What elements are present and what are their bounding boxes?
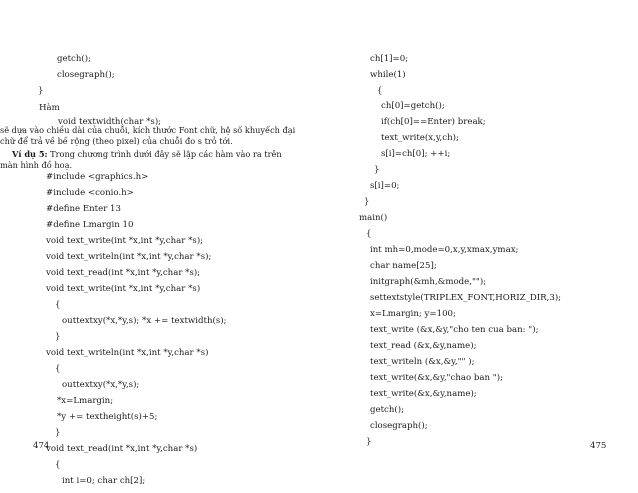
code-line: void text_read(int *x,int *y,char *s) bbox=[46, 444, 198, 454]
code-line: void text_writeln(int *x,int *y,char *s) bbox=[46, 348, 209, 358]
code-line: void text_read(int *x,int *y,char *s); bbox=[46, 268, 201, 278]
function-signature: void textwidth(char *s); bbox=[58, 117, 162, 127]
code-line: } bbox=[374, 165, 380, 175]
code-line: outtextxy(*x,*y,s); bbox=[62, 380, 140, 390]
code-line: s[i]=0; bbox=[370, 181, 400, 191]
code-line: text_write(&x,&y,name); bbox=[370, 389, 477, 399]
code-line: { bbox=[366, 229, 372, 239]
code-line: s[i]=ch[0]; ++i; bbox=[381, 149, 451, 159]
example-paragraph bbox=[0, 149, 300, 171]
code-line: *y += textheight(s)+5; bbox=[57, 412, 158, 422]
code-line: initgraph(&mh,&mode,""); bbox=[370, 277, 487, 287]
code-line: closegraph(); bbox=[57, 70, 115, 80]
code-line: outtextxy(*x,*y,s); *x += textwidth(s); bbox=[62, 316, 227, 326]
code-line: closegraph(); bbox=[370, 421, 428, 431]
code-line: settextstyle(TRIPLEX_FONT,HORIZ_DIR,3); bbox=[370, 293, 562, 303]
code-line: x=Lmargin; y=100; bbox=[370, 309, 456, 319]
right-page bbox=[319, 0, 638, 493]
code-line: ch[1]=0; bbox=[370, 54, 409, 64]
code-line: text_writeln (&x,&y,"" ); bbox=[370, 357, 475, 367]
code-line: { bbox=[55, 460, 61, 470]
code-line: { bbox=[55, 300, 61, 310]
code-line: int mh=0,mode=0,x,y,xmax,ymax; bbox=[370, 245, 519, 255]
code-line: getch(); bbox=[370, 405, 404, 415]
code-line: ch[0]=getch(); bbox=[381, 101, 445, 111]
code-line: text_write(x,y,ch); bbox=[381, 133, 459, 143]
code-line: void text_writeln(int *x,int *y,char *s); bbox=[46, 252, 212, 262]
page-number-left: 474 bbox=[33, 441, 50, 451]
code-line: { bbox=[377, 86, 383, 96]
code-line: while(1) bbox=[370, 70, 406, 80]
example-label: Ví dụ 5: bbox=[12, 149, 48, 159]
code-line: text_write(&x,&y,"chao ban "); bbox=[370, 373, 503, 383]
code-line: void text_write(int *x,int *y,char *s); bbox=[46, 236, 204, 246]
code-line: getch(); bbox=[57, 54, 91, 64]
code-line: text_read (&x,&y,name); bbox=[370, 341, 477, 351]
code-line: #define Enter 13 bbox=[46, 204, 121, 214]
code-line: int i=0; char ch[2]; bbox=[62, 476, 146, 486]
code-line: if(ch[0]==Enter) break; bbox=[381, 117, 486, 127]
heading-ham: Hàm bbox=[39, 103, 60, 113]
code-line: } bbox=[364, 197, 370, 207]
code-line: } bbox=[38, 86, 44, 96]
code-line: } bbox=[55, 428, 61, 438]
code-line: } bbox=[366, 437, 372, 447]
example-text: Trong chương trình dưới đây sẽ lập các hàm vào ra trên màn hình đồ hoạ. bbox=[0, 149, 282, 170]
code-line: text_write (&x,&y,"cho ten cua ban: "); bbox=[370, 325, 539, 335]
code-line: #include <conio.h> bbox=[46, 188, 134, 198]
code-line: char name[25]; bbox=[370, 261, 437, 271]
description-paragraph: sẽ dựa vào chiều dài của chuỗi, kích thước Font chữ, hệ số khuyếch đại chữ để trả về bề rộng (theo pixel) của chuỗi đo s trỏ tới. bbox=[0, 125, 296, 146]
code-line: #define Lmargin 10 bbox=[46, 220, 134, 230]
page-number-right: 475 bbox=[590, 441, 607, 451]
code-line: #include <graphics.h> bbox=[46, 172, 149, 182]
code-line: { bbox=[55, 364, 61, 374]
code-line: void text_write(int *x,int *y,char *s) bbox=[46, 284, 201, 294]
code-line: } bbox=[55, 332, 61, 342]
code-line: *x=Lmargin; bbox=[57, 396, 114, 406]
code-line: main() bbox=[359, 213, 388, 223]
